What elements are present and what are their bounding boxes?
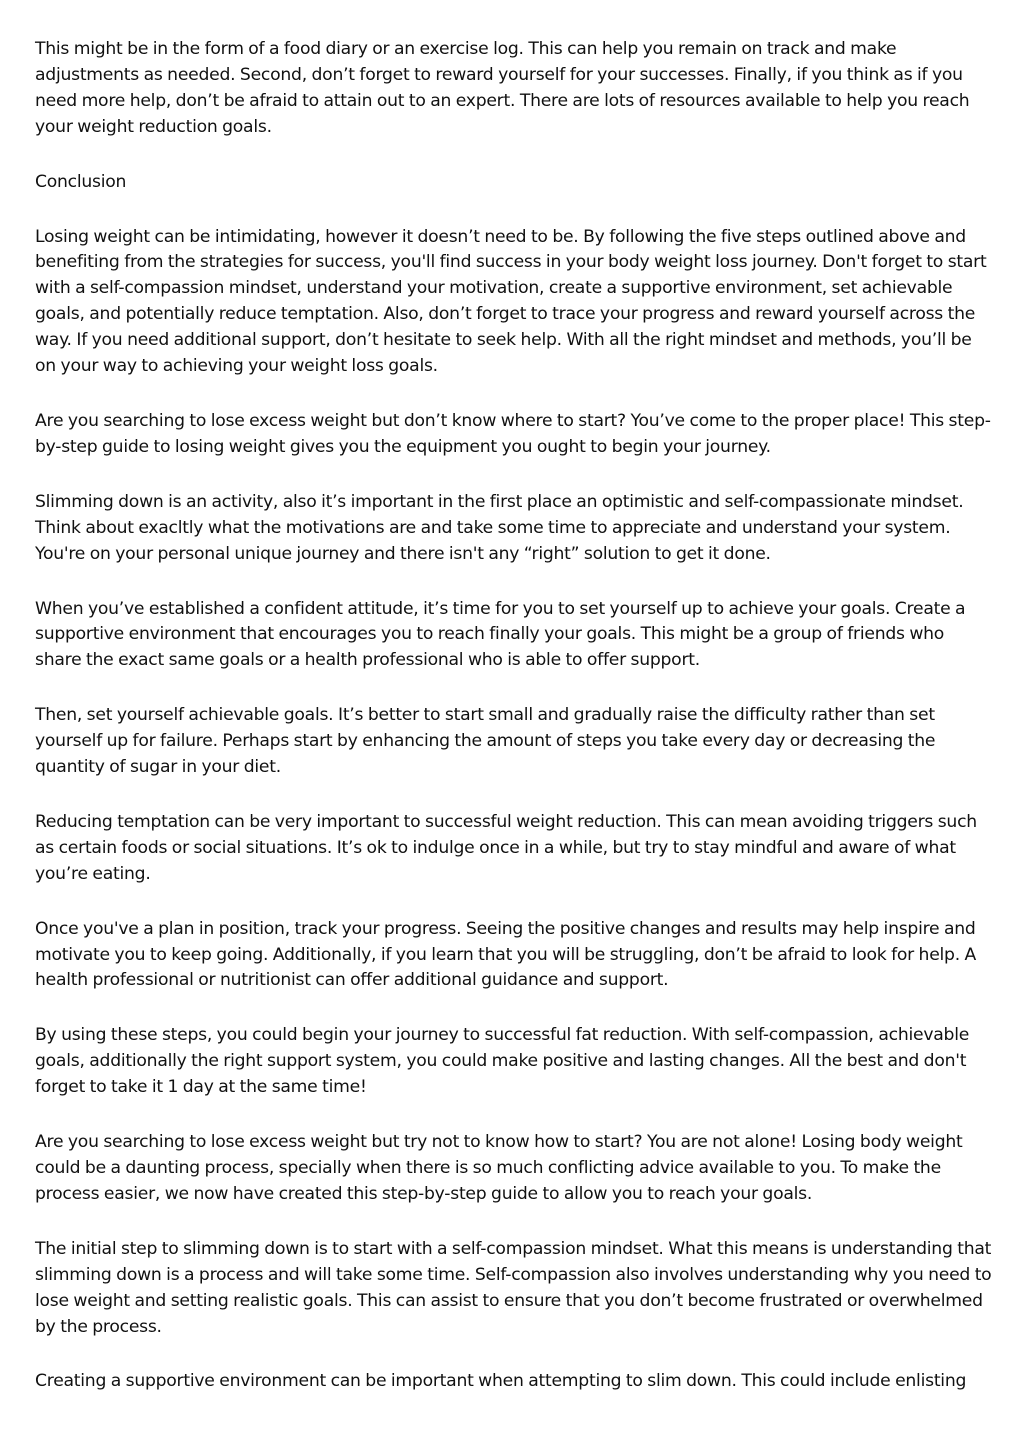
paragraph-environment: When you’ve established a confident attitude, it’s time for you to set yourself up to achieve your goals. Create a supportive environment that encourages you to reach finally your goals. This might be a group of friends who share the exact same goals or a health professional who is able to offer support.: [35, 598, 966, 671]
conclusion-heading: Conclusion: [35, 171, 127, 192]
paragraph-mindset: Slimming down is an activity, also it’s important in the first place an optimistic and self-compassionate mindset. Think about exacltly what the motivations are and take some time to appreciate and understand your system. You're on your personal unique journey and there isn't any “right” solution to get it done.: [35, 491, 964, 564]
document-body: [35, 37, 993, 1424]
paragraph-initial-step: The initial step to slimming down is to start with a self-compassion mindset. What this means is understanding that slimming down is a process and will take some time. Self-compassion also involves understanding why you need to lose weight and setting realistic goals. This can assist to ensure that you don’t become frustrated or overwhelmed by the process.: [35, 1238, 992, 1337]
paragraph-supportive-environment: Creating a supportive environment can be important when attempting to slim down. This could include enlisting: [35, 1371, 967, 1392]
paragraph-not-alone: Are you searching to lose excess weight but try not to know how to start? You are not alone! Losing body weight could be a daunting process, specially when there is so much conflicting advice available to you. To make the process easier, we now have created this step-by-step guide to allow you to reach your goals.: [35, 1132, 963, 1204]
paragraph-food-diary: This might be in the form of a food diary or an exercise log. This can help you remain on track and make adjustments as needed. Second, don’t forget to reward yourself for your successes. Finally, if you think as if you need more help, don’t be afraid to attain out to an expert. There are lots of resources available to help you reach your weight reduction goals.: [35, 39, 970, 137]
paragraph-conclusion: Losing weight can be intimidating, however it doesn’t need to be. By following the five steps outlined above and benefiting from the strategies for success, you'll find success in your body weight loss journey. Don't forget to start with a self-compassion mindset, understand your motivation, create a supportive environment, set achievable goals, and potentially reduce temptation. Also, don’t forget to trace your progress and reward yourself across the way. If you need additional support, don’t hesitate to seek help. With all the right mindset and methods, you’ll be on your way to achieving your weight loss goals.: [35, 226, 987, 377]
paragraph-temptation: Reducing temptation can be very important to successful weight reduction. This can mean avoiding triggers such as certain foods or social situations. It’s ok to indulge once in a while, but try to stay mindful and aware of what you’re eating.: [35, 811, 977, 884]
paragraph-steps-summary: By using these steps, you could begin your journey to successful fat reduction. With self-compassion, achievable goals, additionally the right support system, you could make positive and lasting changes. All the best and don't forget to take it 1 day at the same time!: [35, 1025, 970, 1098]
paragraph-intro: Are you searching to lose excess weight but don’t know where to start? You’ve come to the proper place! This step-by-step guide to losing weight gives you the equipment you ought to begin your journey.: [35, 410, 991, 457]
paragraph-progress: Once you've a plan in position, track your progress. Seeing the positive changes and results may help inspire and motivate you to keep going. Additionally, if you learn that you will be struggling, don’t be afraid to look for help. A health professional or nutritionist can offer additional guidance and support.: [35, 918, 977, 991]
paragraph-goals: Then, set yourself achievable goals. It’s better to start small and gradually raise the difficulty rather than set yourself up for failure. Perhaps start by enhancing the amount of steps you take every day or decreasing the quantity of sugar in your diet.: [35, 705, 936, 778]
